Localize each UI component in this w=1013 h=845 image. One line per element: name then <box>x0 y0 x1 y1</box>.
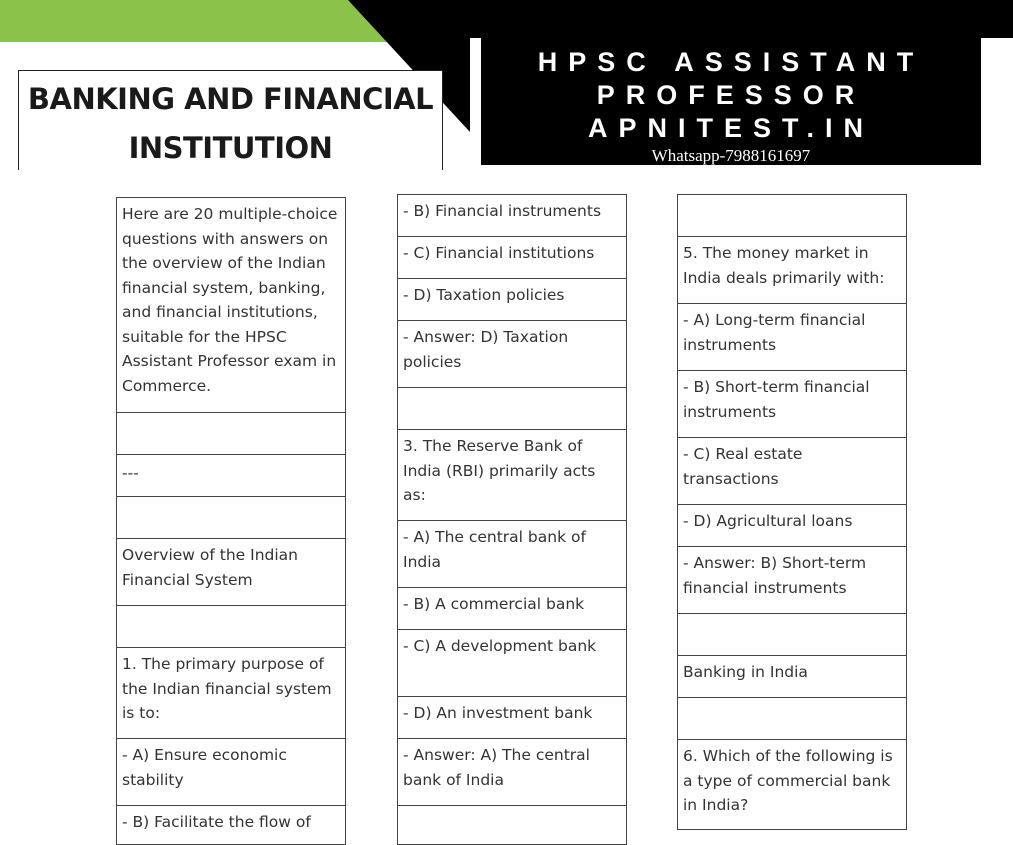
table-cell: 3. The Reserve Bank of India (RBI) primarily acts as: <box>397 429 627 520</box>
table-cell: - A) Ensure economic stability <box>116 738 346 805</box>
brand-line-1: HPSC ASSISTANT <box>537 47 925 77</box>
title-box <box>18 70 443 170</box>
table-cell: 1. The primary purpose of the Indian financial system is to: <box>116 647 346 738</box>
table-cell: - B) A commercial bank <box>397 587 627 629</box>
brand-line-2: PROFESSOR <box>596 80 866 110</box>
table-cell: Overview of the Indian Financial System <box>116 538 346 605</box>
table-cell: Banking in India <box>677 655 907 697</box>
page-title <box>19 71 442 173</box>
table-cell <box>116 605 346 647</box>
table-cell <box>677 697 907 739</box>
table-cell <box>677 194 907 236</box>
brand-banner <box>481 38 981 165</box>
table-cell: - B) Financial instruments <box>397 194 627 236</box>
column-3 <box>677 194 907 830</box>
table-cell: - D) Taxation policies <box>397 278 627 320</box>
title-line-2: INSTITUTION <box>128 131 333 165</box>
table-cell: - Answer: D) Taxation policies <box>397 320 627 387</box>
table-cell: 5. The money market in India deals primarily with: <box>677 236 907 303</box>
table-cell: - A) The central bank of India <box>397 520 627 587</box>
column-1 <box>116 197 346 845</box>
table-cell <box>116 412 346 454</box>
table-cell: - Answer: B) Short-term financial instruments <box>677 546 907 613</box>
column-2 <box>397 194 627 845</box>
table-cell: - C) A development bank <box>397 629 627 696</box>
table-cell: --- <box>116 454 346 496</box>
table-cell: - D) Agricultural loans <box>677 504 907 546</box>
table-cell <box>677 613 907 655</box>
table-cell: - Answer: A) The central bank of India <box>397 738 627 805</box>
table-cell: - A) Long-term financial instruments <box>677 303 907 370</box>
whatsapp-contact: Whatsapp-7988161697 <box>651 146 811 165</box>
table-cell: 6. Which of the following is a type of commercial bank in India? <box>677 739 907 830</box>
table-cell: - B) Facilitate the flow of <box>116 805 346 845</box>
table-cell <box>397 805 627 845</box>
table-cell: Here are 20 multiple-choice questions with answers on the overview of the Indian financial system, banking, and financial institutions, suitable for the HPSC Assistant Professor exam in Commerce. <box>116 197 346 412</box>
table-cell <box>397 387 627 429</box>
title-line-1: BANKING AND FINANCIAL <box>27 82 434 116</box>
brand-line-3: APNITEST.IN <box>587 113 875 143</box>
table-cell: - C) Financial institutions <box>397 236 627 278</box>
table-cell: - B) Short-term financial instruments <box>677 370 907 437</box>
table-cell: - C) Real estate transactions <box>677 437 907 504</box>
table-cell <box>116 496 346 538</box>
table-cell: - D) An investment bank <box>397 696 627 738</box>
